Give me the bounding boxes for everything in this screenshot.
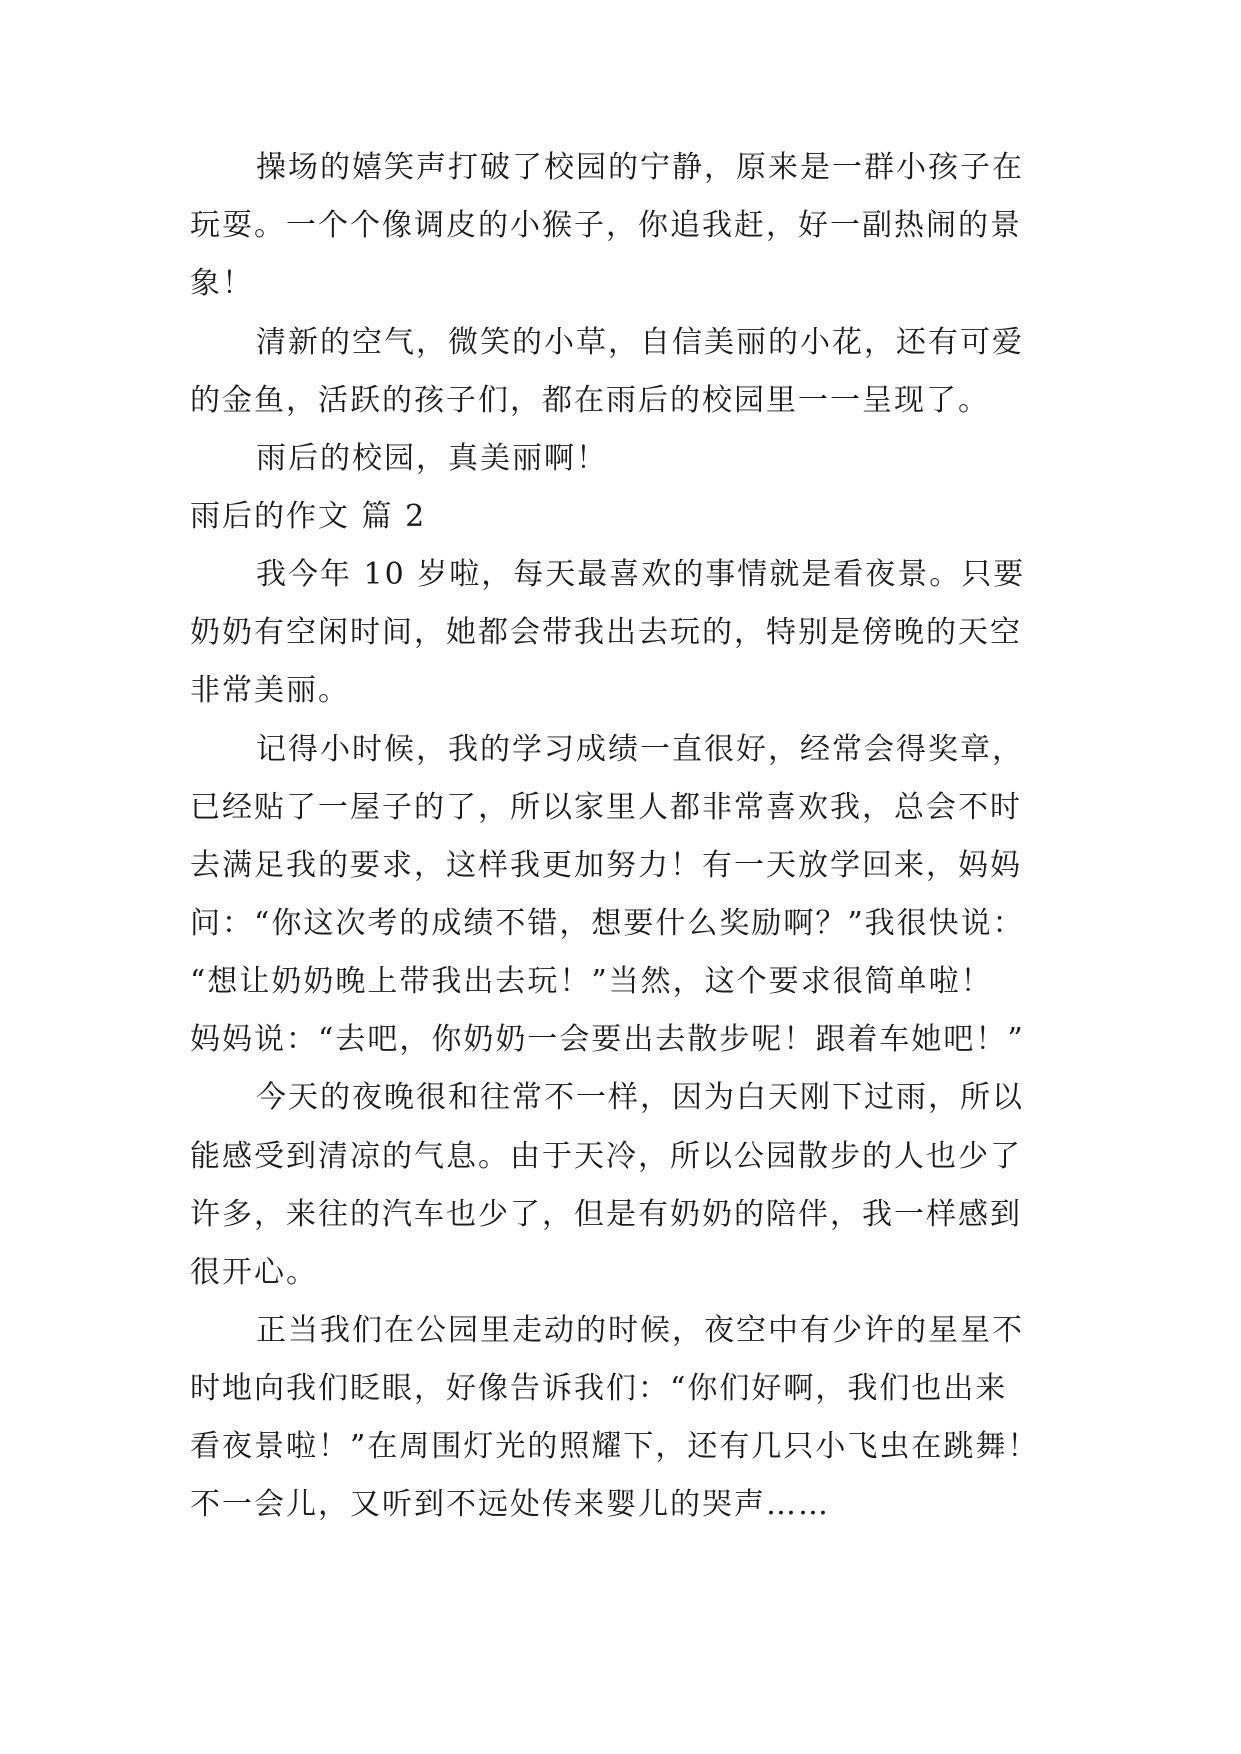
text-line: 不一会儿，又听到不远处传来婴儿的哭声…… (190, 1487, 830, 1522)
text-line: 今天的夜晚很和往常不一样，因为白天刚下过雨，所以 (256, 1080, 1024, 1115)
text-line: 象！ (190, 266, 254, 301)
section-heading: 雨后的作文 篇 2 (190, 499, 427, 534)
text-line: 看夜景啦！”在周围灯光的照耀下，还有几只小飞虫在跳舞！ (190, 1429, 1040, 1464)
text-line: 非常美丽。 (190, 673, 350, 708)
text-line: 去满足我的要求，这样我更加努力！有一天放学回来，妈妈 (190, 848, 1022, 883)
text-line: 奶奶有空闲时间，她都会带我出去玩的，特别是傍晚的天空 (190, 615, 1022, 650)
text-line: 时地向我们眨眼，好像告诉我们：“你们好啊，我们也出来 (190, 1371, 1008, 1406)
text-line: 雨后的校园，真美丽啊！ (256, 441, 608, 476)
text-line: 操场的嬉笑声打破了校园的宁静，原来是一群小孩子在 (256, 150, 1024, 185)
text-line: 的金鱼，活跃的孩子们，都在雨后的校园里一一呈现了。 (190, 383, 990, 418)
text-line: 清新的空气，微笑的小草，自信美丽的小花，还有可爱 (256, 325, 1024, 360)
text-line: 妈妈说：“去吧，你奶奶一会要出去散步呢！跟着车她吧！” (190, 1022, 1025, 1057)
text-line: 能感受到清凉的气息。由于天冷，所以公园散步的人也少了 (190, 1139, 1022, 1174)
text-line: 问：“你这次考的成绩不错，想要什么奖励啊？”我很快说： (190, 906, 1025, 941)
text-line: 很开心。 (190, 1255, 318, 1290)
text-line: 已经贴了一屋子的了，所以家里人都非常喜欢我，总会不时 (190, 790, 1022, 825)
text-line: “想让奶奶晚上带我出去玩！”当然，这个要求很简单啦！ (190, 964, 993, 999)
text-line: 记得小时候，我的学习成绩一直很好，经常会得奖章， (256, 732, 1024, 767)
text-line: 我今年 10 岁啦，每天最喜欢的事情就是看夜景。只要 (256, 557, 1026, 592)
text-line: 玩耍。一个个像调皮的小猴子，你追我赶，好一副热闹的景 (190, 208, 1022, 243)
text-line: 正当我们在公园里走动的时候，夜空中有少许的星星不 (256, 1313, 1024, 1348)
text-line: 许多，来往的汽车也少了，但是有奶奶的陪伴，我一样感到 (190, 1197, 1022, 1232)
